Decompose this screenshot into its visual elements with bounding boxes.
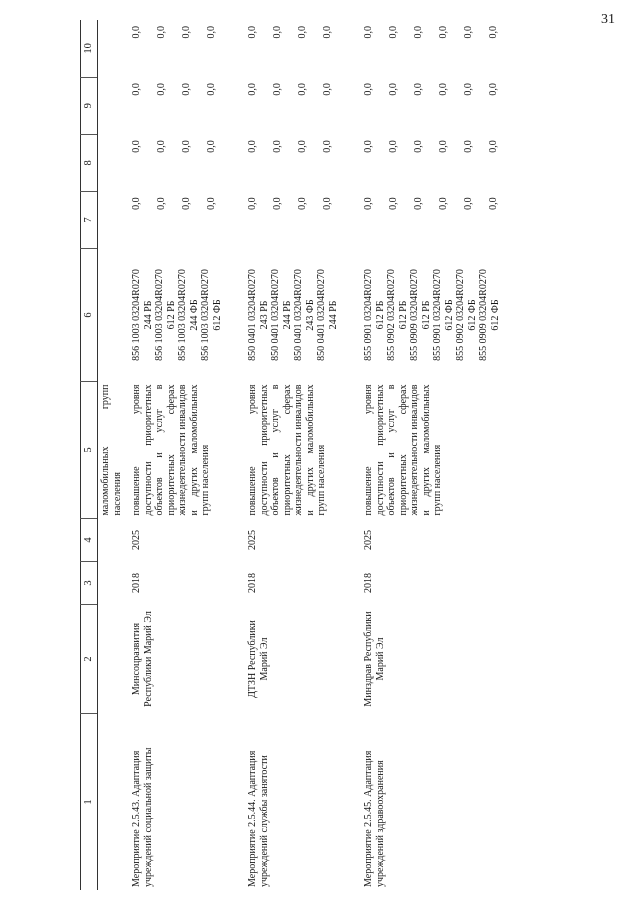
budget-codes [241,249,357,382]
value-cell: 0,0 [322,140,334,153]
col-header-10: 10 [81,20,98,77]
value-cell: 0,0 [131,140,143,153]
rotated-table-container [80,20,550,890]
value-cell: 0,0 [156,26,168,39]
budget-code: 612 ФБ [466,299,478,331]
value-cell: 0,0 [322,197,334,210]
activity-name: Мероприятие 2.5.44. Адаптация учреждений службы занятости [247,750,270,887]
value-cell: 0,0 [488,197,500,210]
col-header-1: 1 [81,714,98,891]
budget-code: 855 0901 03204R0270 [432,269,444,361]
value-cell: 0,0 [413,26,425,39]
budget-code: 244 РБ [327,300,339,330]
values-col-10 [357,20,523,77]
value-cell: 0,0 [363,83,375,96]
values-col-9 [241,77,357,134]
budget-code: 856 1003 03204R0270 [154,269,166,361]
activity-name: Мероприятие 2.5.45. Адаптация учреждений здравоохранения [363,750,386,887]
value-cell: 0,0 [156,197,168,210]
value-cell: 0,0 [388,197,400,210]
value-cell: 0,0 [363,140,375,153]
value-cell: 0,0 [438,140,450,153]
executor: ДТЗН Республики Марий Эл [247,620,270,698]
value-cell: 0,0 [272,140,284,153]
value-cell: 0,0 [388,83,400,96]
budget-code: 612 ФБ [443,299,455,331]
executor: Минздрав Республики Марий Эл [363,611,386,707]
values-col-8 [241,134,357,191]
value-cell: 0,0 [131,26,143,39]
value-cell: 0,0 [463,140,475,153]
value-cell: 0,0 [463,83,475,96]
value-cell: 0,0 [206,140,218,153]
value-cell: 0,0 [438,197,450,210]
budget-code: 612 ФБ [489,299,501,331]
budget-code: 855 0909 03204R0270 [409,269,421,361]
budget-codes [125,249,241,382]
budget-code: 612 ФБ [211,299,223,331]
budget-code: 243 ФБ [304,299,316,331]
expected-result: повышение уровня доступности приоритетных объектов и услуг в приоритетных сферах жизнедеятельности инвалидов и других маломобильных групп населения [247,384,328,516]
table-row [125,20,241,890]
start-year: 2018 [247,573,259,593]
col-header-9: 9 [81,77,98,134]
value-cell: 0,0 [272,197,284,210]
budget-code: 244 РБ [142,300,154,330]
value-cell: 0,0 [463,26,475,39]
col-header-8: 8 [81,134,98,191]
budget-code: 612 РБ [165,300,177,330]
value-cell: 0,0 [247,83,259,96]
budget-code: 612 РБ [420,300,432,330]
continuation-text: маломобильных групп населения [100,384,123,516]
value-cell: 0,0 [181,83,193,96]
budget-code: 850 0401 03204R0270 [316,269,328,361]
value-cell: 0,0 [322,26,334,39]
end-year: 2025 [363,530,375,550]
col-header-5: 5 [81,382,98,519]
budget-code: 856 1003 03204R0270 [200,269,212,361]
value-cell: 0,0 [272,26,284,39]
values-col-7 [241,191,357,248]
col-header-6: 6 [81,249,98,382]
executor: Минсоцразвития Республики Марий Эл [131,611,154,707]
activity-name: Мероприятие 2.5.43. Адаптация учреждений социальной защиты [131,747,154,887]
activities-table [80,20,523,890]
budget-codes [357,249,523,382]
value-cell: 0,0 [297,83,309,96]
budget-code: 243 РБ [258,300,270,330]
table-row [241,20,357,890]
col-header-4: 4 [81,519,98,562]
expected-result: повышение уровня доступности приоритетных объектов и услуг в приоритетных сферах жизнедеятельности инвалидов и других маломобильных групп населения [131,384,212,516]
col-header-3: 3 [81,562,98,605]
budget-code: 856 1003 03204R0270 [131,269,143,361]
page-number: 31 [601,12,615,27]
table-row [357,20,523,890]
value-cell: 0,0 [488,83,500,96]
end-year: 2025 [131,530,143,550]
budget-code: 855 0909 03204R0270 [478,269,490,361]
budget-code: 856 1003 03204R0270 [177,269,189,361]
value-cell: 0,0 [488,26,500,39]
value-cell: 0,0 [388,140,400,153]
value-cell: 0,0 [206,83,218,96]
budget-code: 612 РБ [397,300,409,330]
value-cell: 0,0 [297,26,309,39]
budget-code: 850 0401 03204R0270 [293,269,305,361]
budget-code: 244 ФБ [188,299,200,331]
values-col-8 [125,134,241,191]
value-cell: 0,0 [363,197,375,210]
value-cell: 0,0 [388,26,400,39]
value-cell: 0,0 [297,140,309,153]
value-cell: 0,0 [438,83,450,96]
budget-code: 244 РБ [281,300,293,330]
budget-code: 850 0401 03204R0270 [247,269,259,361]
value-cell: 0,0 [181,26,193,39]
budget-code: 612 РБ [374,300,386,330]
values-col-10 [241,20,357,77]
values-col-9 [357,77,523,134]
value-cell: 0,0 [247,26,259,39]
value-cell: 0,0 [413,83,425,96]
value-cell: 0,0 [272,83,284,96]
value-cell: 0,0 [247,140,259,153]
values-col-10 [125,20,241,77]
values-col-7 [125,191,241,248]
value-cell: 0,0 [181,140,193,153]
expected-result: повышение уровня доступности приоритетных объектов и услуг в приоритетных сферах жизнедеятельности инвалидов и других маломобильных групп населения [363,384,444,516]
value-cell: 0,0 [438,26,450,39]
start-year: 2018 [131,573,143,593]
budget-code: 855 0902 03204R0270 [455,269,467,361]
header-row [81,20,98,890]
value-cell: 0,0 [206,26,218,39]
budget-code: 855 0902 03204R0270 [386,269,398,361]
value-cell: 0,0 [131,197,143,210]
end-year: 2025 [247,530,259,550]
continuation-row [98,20,126,890]
values-col-8 [357,134,523,191]
budget-code: 855 0901 03204R0270 [363,269,375,361]
budget-code: 850 0401 03204R0270 [270,269,282,361]
value-cell: 0,0 [413,140,425,153]
start-year: 2018 [363,573,375,593]
value-cell: 0,0 [322,83,334,96]
value-cell: 0,0 [488,140,500,153]
value-cell: 0,0 [413,197,425,210]
value-cell: 0,0 [156,83,168,96]
col-header-7: 7 [81,191,98,248]
value-cell: 0,0 [181,197,193,210]
values-col-9 [125,77,241,134]
values-col-7 [357,191,523,248]
col-header-2: 2 [81,605,98,714]
value-cell: 0,0 [297,197,309,210]
value-cell: 0,0 [463,197,475,210]
value-cell: 0,0 [247,197,259,210]
value-cell: 0,0 [131,83,143,96]
value-cell: 0,0 [206,197,218,210]
value-cell: 0,0 [156,140,168,153]
value-cell: 0,0 [363,26,375,39]
